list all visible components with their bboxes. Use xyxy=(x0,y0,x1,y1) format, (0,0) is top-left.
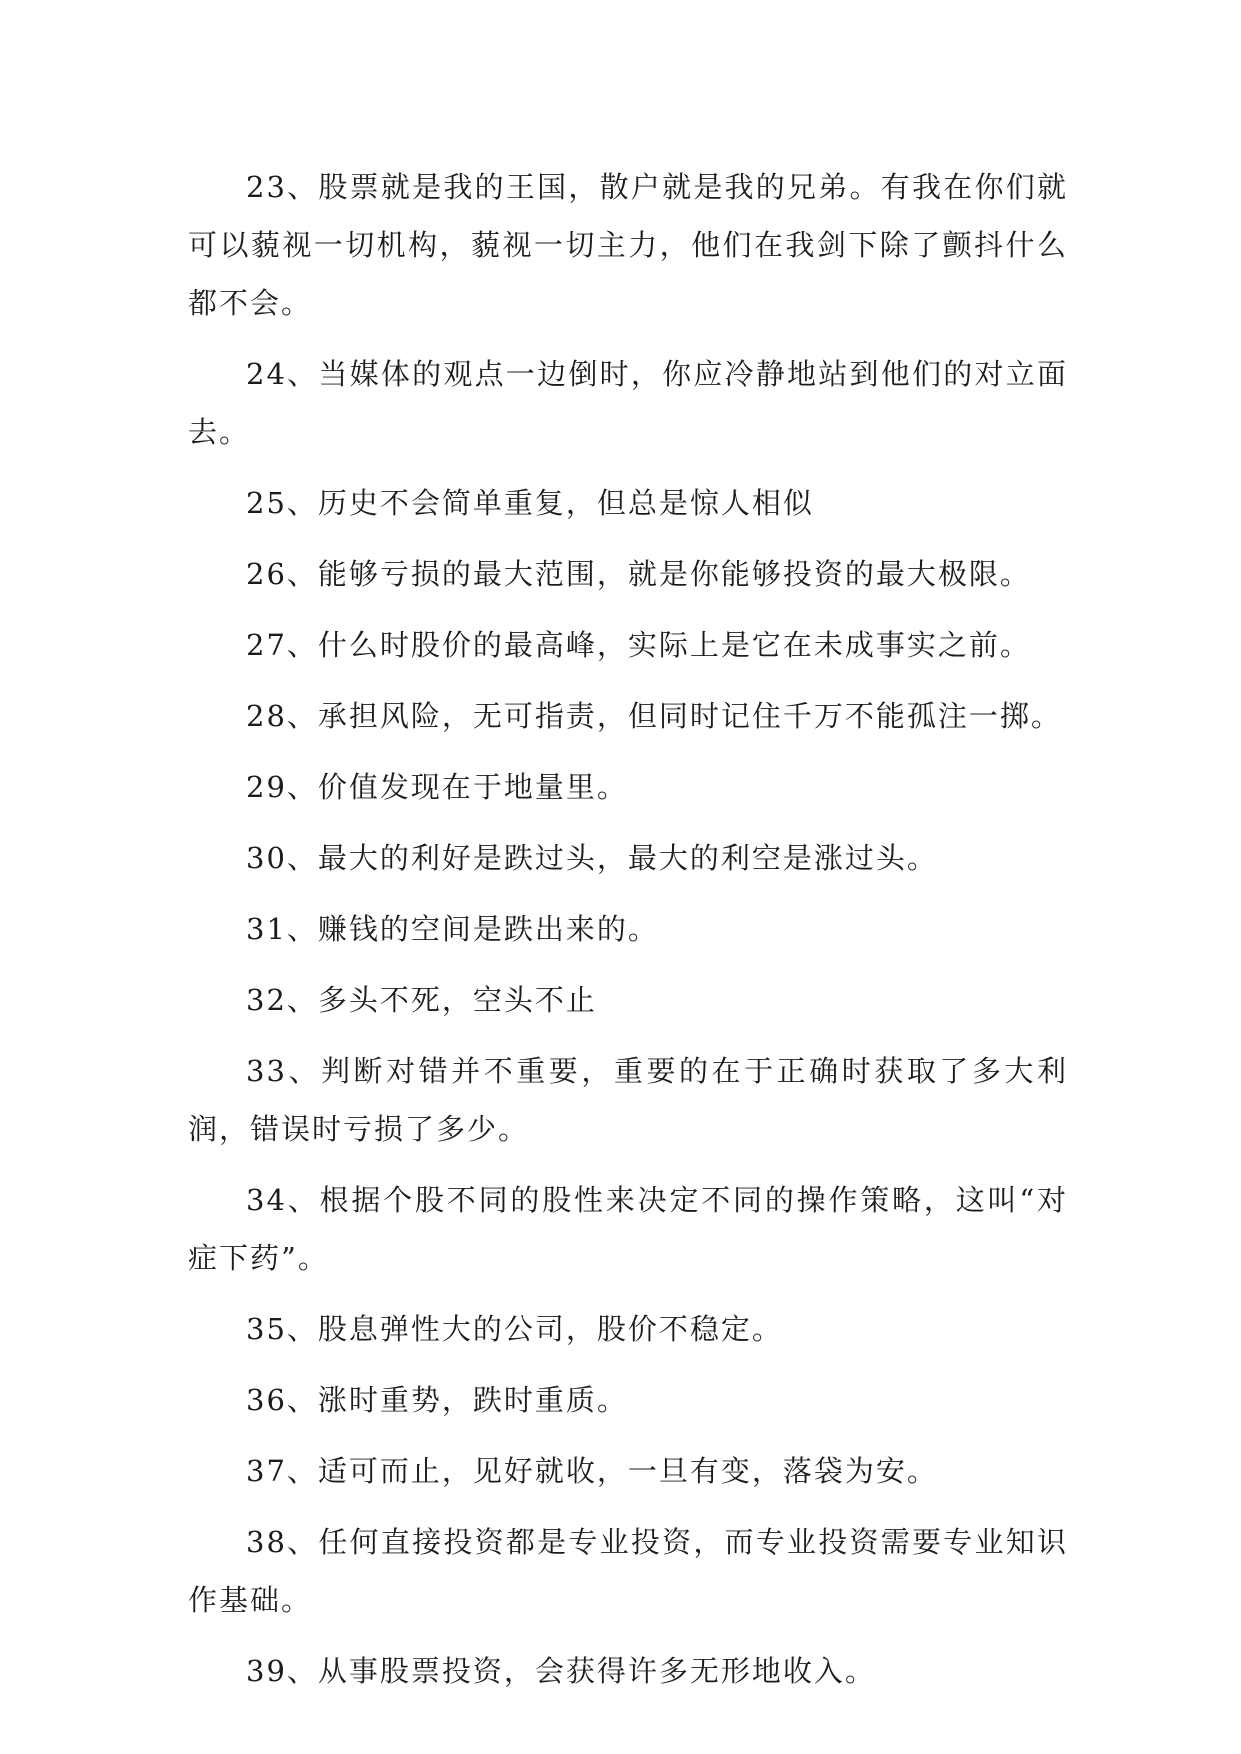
paragraph-31: 31、赚钱的空间是跌出来的。 xyxy=(246,912,659,946)
paragraph-28: 28、承担风险，无可指责，但同时记住千万不能孤注一掷。 xyxy=(246,699,1062,733)
paragraph-39: 39、从事股票投资，会获得许多无形地收入。 xyxy=(246,1654,876,1688)
paragraph-26: 26、能够亏损的最大范围，就是你能够投资的最大极限。 xyxy=(246,557,1031,591)
paragraph-37: 37、适可而止，见好就收，一旦有变，落袋为安。 xyxy=(246,1454,938,1488)
paragraph-24: 24、当媒体的观点一边倒时，你应冷静地站到他们的对立面去。 xyxy=(188,357,1068,449)
paragraph-38: 38、任何直接投资都是专业投资，而专业投资需要专业知识作基础。 xyxy=(188,1525,1068,1617)
paragraph-30: 30、最大的利好是跌过头，最大的利空是涨过头。 xyxy=(246,841,938,875)
paragraph-36: 36、涨时重势，跌时重质。 xyxy=(246,1383,628,1417)
paragraph-34: 34、根据个股不同的股性来决定不同的操作策略，这叫“对症下药”。 xyxy=(188,1183,1068,1275)
paragraph-32: 32、多头不死，空头不止 xyxy=(246,983,597,1017)
paragraph-33: 33、判断对错并不重要，重要的在于正确时获取了多大利润，错误时亏损了多少。 xyxy=(188,1054,1068,1146)
paragraph-25: 25、历史不会简单重复，但总是惊人相似 xyxy=(246,486,814,520)
document-body xyxy=(188,158,1068,1713)
paragraph-35: 35、股息弹性大的公司，股价不稳定。 xyxy=(246,1312,783,1346)
paragraph-23: 23、股票就是我的王国，散户就是我的兄弟。有我在你们就可以藐视一切机构，藐视一切主力，他们在我剑下除了颤抖什么都不会。 xyxy=(188,170,1068,320)
paragraph-27: 27、什么时股价的最高峰，实际上是它在未成事实之前。 xyxy=(246,628,1031,662)
paragraph-29: 29、价值发现在于地量里。 xyxy=(246,770,628,804)
